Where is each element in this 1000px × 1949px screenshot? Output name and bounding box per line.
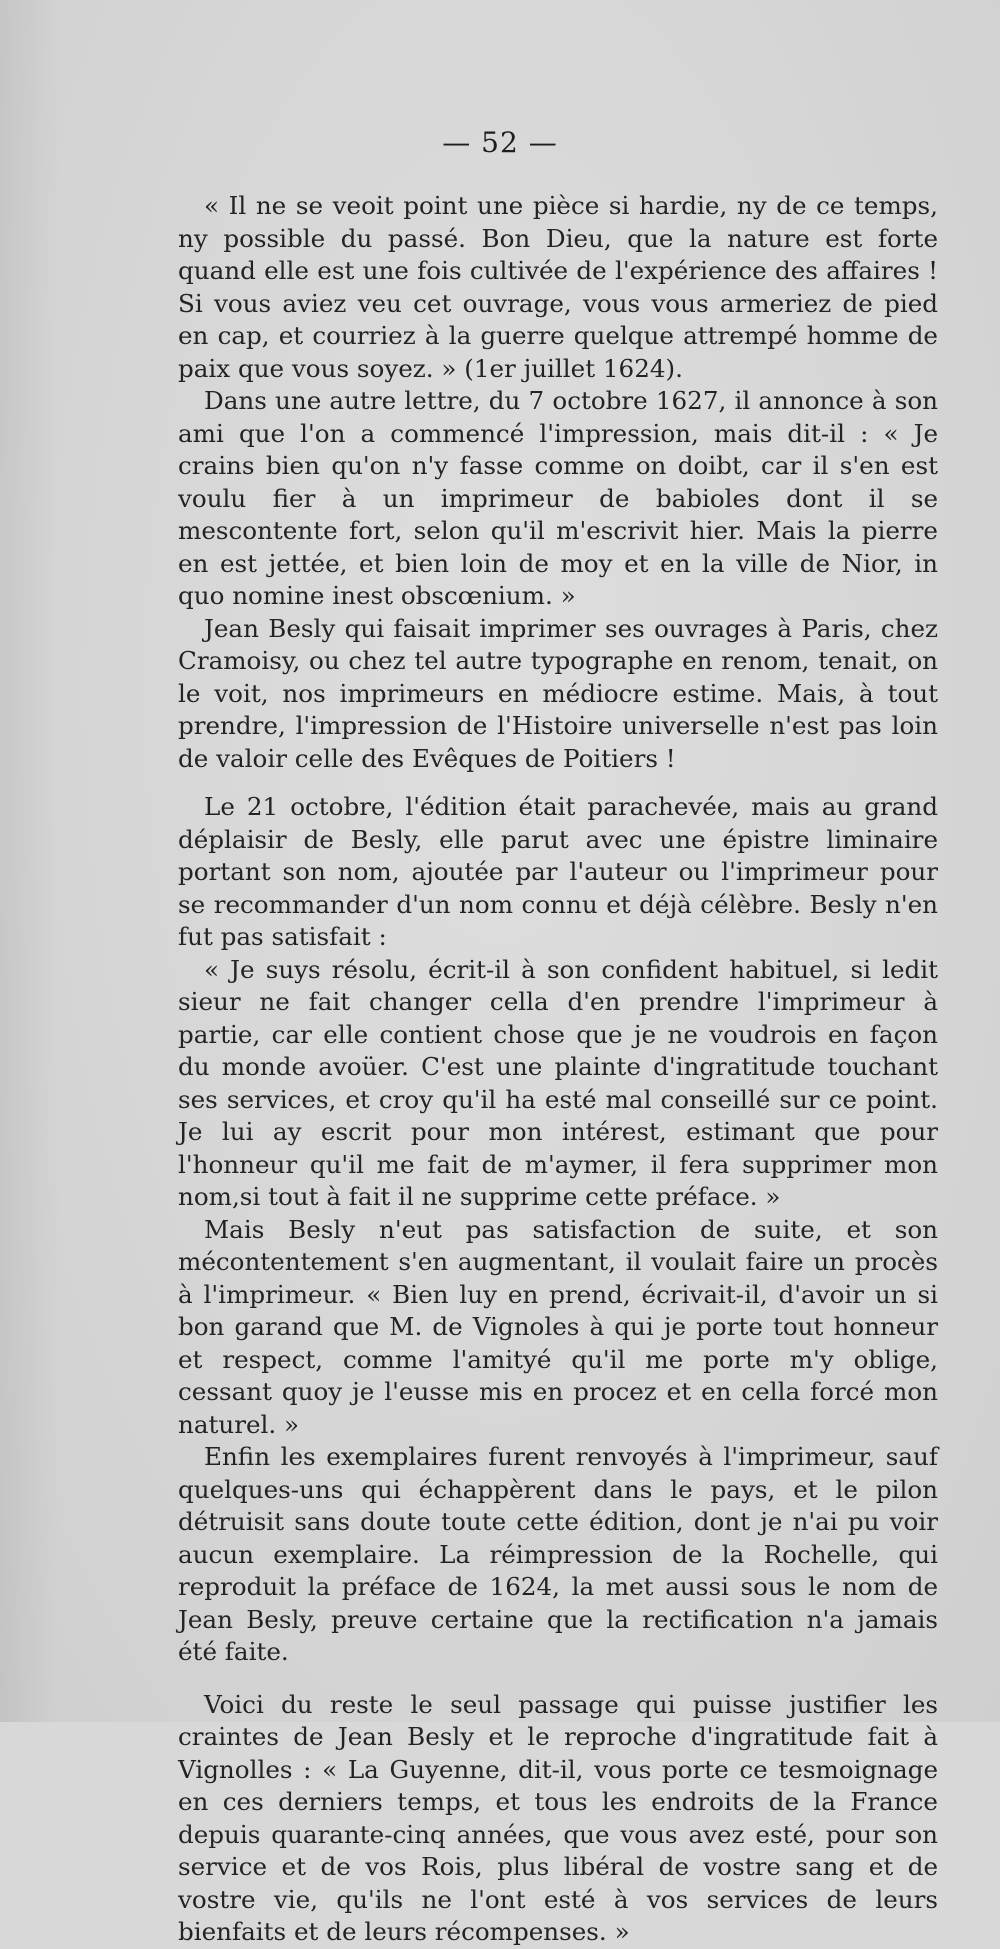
paragraph-quote-1624: « Il ne se veoit point une pièce si hardie, ny de ce temps, ny possible du passé. Bon Dieu, que la nature est forte quand elle est une fois cultivée de l'expérience des affaires ! Si vous aviez veu cet ouvrage, vous vous armeriez de pied en cap, et courriez à la guerre quelque attrempé homme de paix que vous soyez. » (1er juillet 1624).: [178, 191, 938, 383]
paragraph-passage: Voici du reste le seul passage qui puisse justifier les craintes de Jean Besly et le reproche d'ingratitude fait à Vignolles : « La Guyenne, dit-il, vous porte ce tesmoignage en ces derniers temps, et tous les endroits de la France depuis quarante-cinq années, que vous avez esté, pour son service et de vos Rois, plus libéral de vostre sang et de vostre vie, qu'ils ne l'ont esté à vos services de leurs bienfaits et de leurs récompenses. »: [178, 1689, 938, 1946]
body-text: [178, 190, 938, 1949]
paragraph-lawsuit: Mais Besly n'eut pas satisfaction de suite, et son mécontentement s'en augmentant, il voulait faire un procès à l'imprimeur. « Bien luy en prend, écrivait-il, d'avoir un si bon garand que M. de Vignoles à qui je porte tout honneur et respect, comme l'amityé qu'il me porte m'y oblige, cessant quoy je l'eusse mis en procez et en cella forcé mon naturel. »: [178, 1214, 938, 1439]
paragraph-copies-returned: Enfin les exemplaires furent renvoyés à l'imprimeur, sauf quelques-uns qui échappèrent dans le pays, et le pilon détruisit sans doute toute cette édition, dont je n'ai pu voir aucun exemplaire. La réimpression de la Rochelle, qui reproduit la préface de 1624, la met aussi sous le nom de Jean Besly, preuve certaine que la rectification n'a jamais été faite.: [178, 1442, 938, 1666]
page-number: — 52 —: [442, 126, 558, 159]
paragraph-besly-printers: Jean Besly qui faisait imprimer ses ouvrages à Paris, chez Cramoisy, ou chez tel autre typographe en renom, tenait, on le voit, nos imprimeurs en médiocre estime. Mais, à tout prendre, l'impression de l'Histoire universelle n'est pas loin de valoir celle des Evêques de Poitiers !: [178, 613, 938, 773]
page-fold-shadow: [0, 0, 60, 1722]
paragraph-letter-1627: Dans une autre lettre, du 7 octobre 1627, il annonce à son ami que l'on a commencé l'impression, mais dit-il : « Je crains bien qu'on n'y fasse comme on doibt, car il s'en est voulu fier à un imprimeur de babioles dont il se mescontente fort, selon qu'il m'escrivit hier. Mais la pierre en est jettée, et bien loin de moy et en la ville de Nior, in quo nomine inest obscœnium. »: [178, 386, 938, 610]
paragraph-edition-completed: Le 21 octobre, l'édition était parachevée, mais au grand déplaisir de Besly, elle parut avec une épistre liminaire portant son nom, ajoutée par l'auteur ou l'imprimeur pour se recommander d'un nom connu et déjà célèbre. Besly n'en fut pas satisfait :: [178, 792, 938, 951]
paragraph-besly-quote: « Je suys résolu, écrit-il à son confident habituel, si ledit sieur ne fait changer cella d'en prendre l'imprimeur à partie, car elle contient chose que je ne voudrois en façon du monde avoüer. C'est une plainte d'ingratitude touchant ses services, et croy qu'il ha esté mal conseillé sur ce point. Je lui ay escrit pour mon intérest, estimant que pour l'honneur qu'il me fait de m'aymer, il fera supprimer mon nom,si tout à fait il ne supprime cette préface. »: [178, 954, 938, 1211]
